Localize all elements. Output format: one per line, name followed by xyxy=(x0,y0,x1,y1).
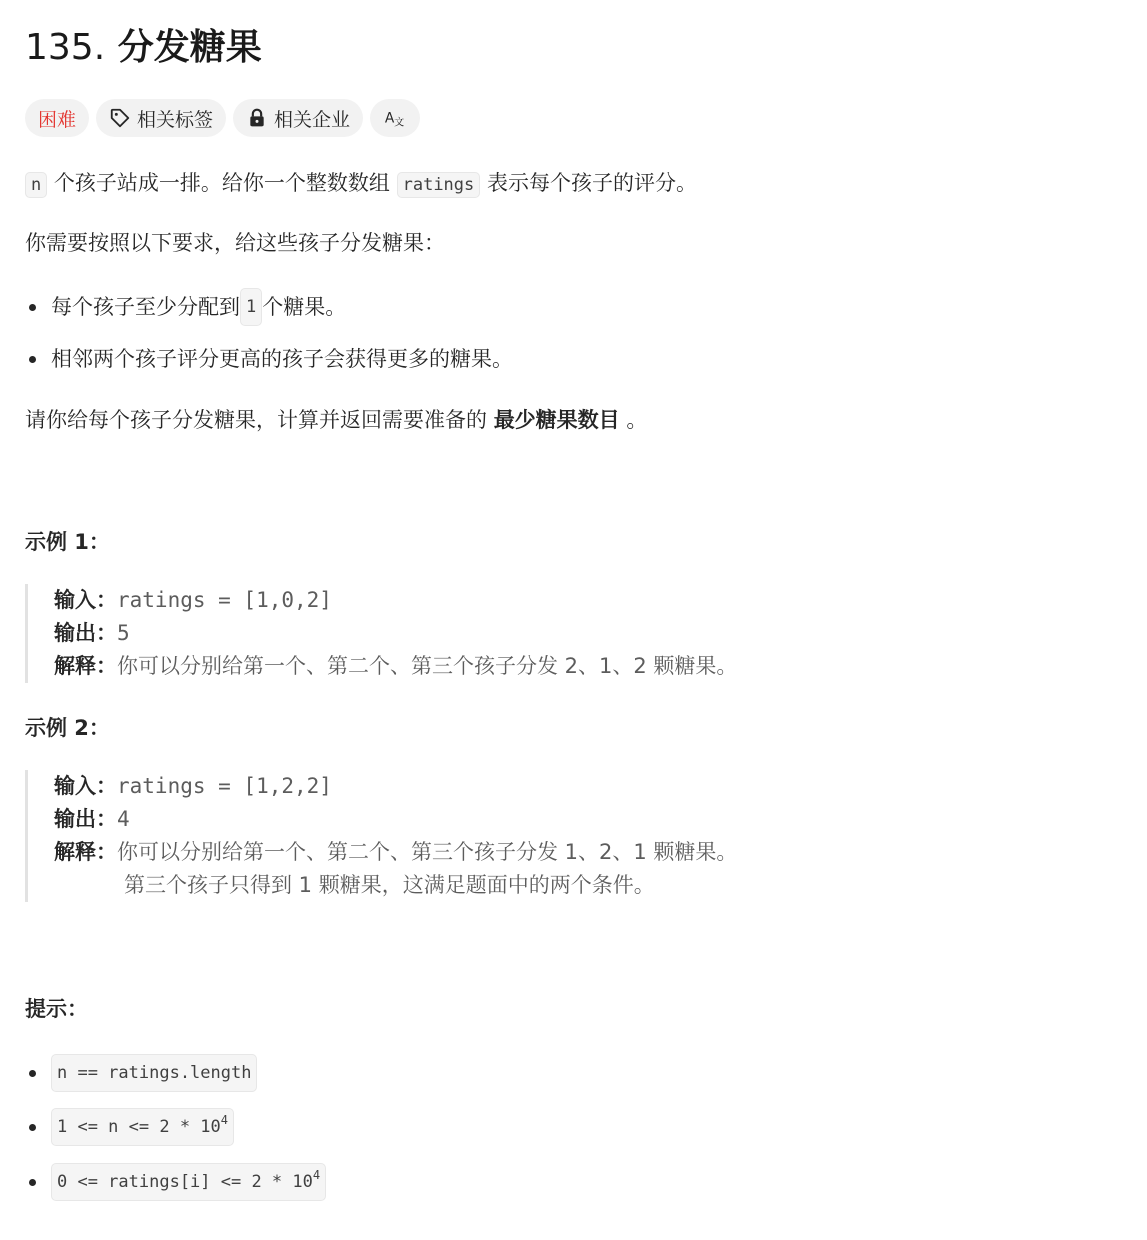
inline-code-1: 1 xyxy=(240,288,262,326)
constraint-item-3 xyxy=(25,1163,326,1201)
svg-text:文: 文 xyxy=(394,117,405,129)
desc-p3-post: 。 xyxy=(619,408,648,432)
companies-tag-button[interactable] xyxy=(233,99,363,137)
bullet-dot xyxy=(29,1124,36,1131)
bullet-dot xyxy=(29,1070,36,1077)
constraint-2-text: 1 <= n <= 2 * 10 xyxy=(57,1117,221,1137)
input-label: 输入： xyxy=(54,774,117,798)
example-1-block xyxy=(25,584,737,683)
explain-label: 解释： xyxy=(54,840,117,864)
description-paragraph-3 xyxy=(25,404,647,436)
desc-p1-end: 表示每个孩子的评分。 xyxy=(480,171,697,195)
example-1-explanation xyxy=(54,650,737,683)
page-title xyxy=(25,24,262,72)
lock-icon xyxy=(246,107,268,129)
description-paragraph-1 xyxy=(25,167,697,201)
desc-p1-mid: 个孩子站成一排。给你一个整数数组 xyxy=(47,171,397,195)
input-value: ratings = [1,0,2] xyxy=(117,588,332,612)
constraint-code-3 xyxy=(51,1163,326,1201)
explain-text: 你可以分别给第一个、第二个、第三个孩子分发 1、2、1 颗糖果。 xyxy=(117,840,738,864)
output-label: 输出： xyxy=(54,621,117,645)
difficulty-label: 困难 xyxy=(38,108,77,131)
explain-text: 你可以分别给第一个、第二个、第三个孩子分发 2、1、2 颗糖果。 xyxy=(117,654,738,678)
output-value: 4 xyxy=(117,807,130,831)
topics-tag-label: 相关标签 xyxy=(137,108,214,131)
input-label: 输入： xyxy=(54,588,117,612)
difficulty-badge xyxy=(25,99,89,137)
input-value: ratings = [1,2,2] xyxy=(117,774,332,798)
inline-code-ratings: ratings xyxy=(397,172,481,198)
translate-button[interactable] xyxy=(370,99,420,137)
desc-p3-bold: 最少糖果数目 xyxy=(493,408,620,432)
example-2-explanation-continued: 第三个孩子只得到 1 颗糖果，这满足题面中的两个条件。 xyxy=(124,873,655,897)
example-2-explanation xyxy=(54,836,737,869)
requirement-1-post: 个糖果。 xyxy=(262,295,347,319)
output-label: 输出： xyxy=(54,807,117,831)
example-2-block xyxy=(25,770,737,902)
requirement-1-pre: 每个孩子至少分配到 xyxy=(51,295,240,319)
companies-tag-label: 相关企业 xyxy=(274,108,351,131)
output-value: 5 xyxy=(117,621,130,645)
example-2-input xyxy=(54,770,737,803)
tag-bar xyxy=(25,99,420,137)
svg-text:A: A xyxy=(384,110,395,127)
topics-tag-button[interactable] xyxy=(96,99,226,137)
requirement-2-text: 相邻两个孩子评分更高的孩子会获得更多的糖果。 xyxy=(51,347,513,371)
requirement-item-1 xyxy=(25,288,346,326)
desc-p3-pre: 请你给每个孩子分发糖果，计算并返回需要准备的 xyxy=(25,408,494,432)
constraint-code-2 xyxy=(51,1108,234,1146)
example-1-output xyxy=(54,617,737,650)
description-paragraph-2: 你需要按照以下要求，给这些孩子分发糖果： xyxy=(25,231,445,255)
bullet-dot xyxy=(29,356,36,363)
example-1-heading: 示例 1： xyxy=(25,530,110,554)
problem-number: 135. xyxy=(25,27,106,68)
example-2-output xyxy=(54,803,737,836)
constraint-item-2 xyxy=(25,1108,234,1146)
requirement-item-2 xyxy=(25,343,513,375)
bullet-dot xyxy=(29,1179,36,1186)
example-2-heading: 示例 2： xyxy=(25,716,110,740)
constraints-heading: 提示： xyxy=(25,997,88,1021)
constraint-item-1 xyxy=(25,1054,257,1092)
bullet-dot xyxy=(29,304,36,311)
constraint-3-exponent: 4 xyxy=(312,1168,321,1182)
constraint-2-exponent: 4 xyxy=(220,1113,228,1127)
constraint-3-text: 0 <= ratings[i] <= 2 * 10 xyxy=(57,1172,313,1192)
problem-name: 分发糖果 xyxy=(117,27,262,68)
example-1-input xyxy=(54,584,737,617)
explain-label: 解释： xyxy=(54,654,117,678)
constraint-code-1: n == ratings.length xyxy=(51,1054,257,1092)
tag-icon xyxy=(109,107,131,129)
translate-icon xyxy=(384,107,406,129)
inline-code-n: n xyxy=(25,172,47,198)
